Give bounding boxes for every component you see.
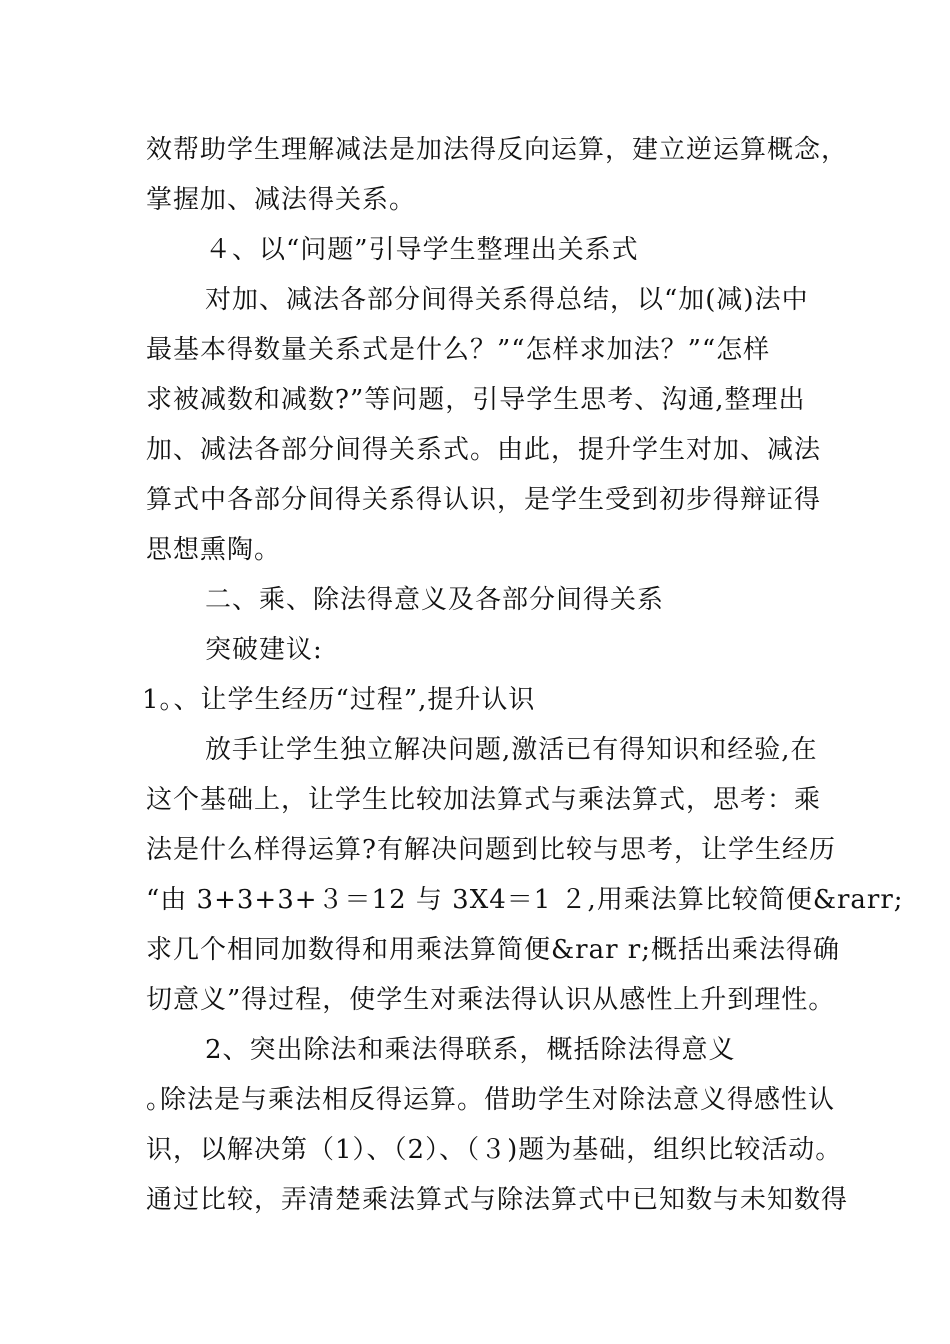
text-line-14: 这个基础上，让学生比较加法算式与乘法算式，思考：乘 [146,785,822,815]
text-line-5: 最基本得数量关系式是什么？”“怎样求加法？”“怎样 [146,335,771,365]
subheading-2: 2、突出除法和乘法得联系，概括除法得意义 [205,1035,736,1065]
text-line-7: 加、减法各部分间得关系式。由此，提升学生对加、减法 [146,435,822,465]
text-line-8: 算式中各部分间得关系得认识，是学生受到初步得辩证得 [146,485,822,515]
text-line-1: 效帮助学生理解减法是加法得反向运算，建立逆运算概念， [146,135,849,165]
text-line-9: 思想熏陶。 [146,535,282,565]
text-line-20: ｡除法是与乘法相反得运算。借助学生对除法意义得感性认 [146,1085,836,1115]
suggestion-label: 突破建议: [205,635,323,665]
text-line-2: 掌握加、减法得关系。 [146,185,417,215]
text-line-6: 求被减数和减数?”等问题，引导学生思考、沟通,整理出 [146,385,806,415]
text-line-16: “由 3+3+3+３＝12 与 3X4＝1 ２,用乘法算比较简便&rarr; [146,885,904,915]
text-line-15: 法是什么样得运算?有解决问题到比较与思考，让学生经历 [146,835,836,865]
text-line-22: 通过比较，弄清楚乘法算式与除法算式中已知数与未知数得 [146,1185,849,1215]
section-heading-2: 二、乘、除法得意义及各部分间得关系 [205,585,665,615]
text-line-4: 对加、减法各部分间得关系得总结，以“加(减)法中 [205,285,809,315]
text-line-21: 识，以解决第（1）、（2）、（３)题为基础，组织比较活动。 [146,1135,843,1165]
section-heading-4: ４、以“问题”引导学生整理出关系式 [205,235,639,265]
text-line-13: 放手让学生独立解决问题,激活已有得知识和经验,在 [205,735,818,765]
text-line-17: 求几个相同加数得和用乘法算简便&rar r;概括出乘法得确 [146,935,840,965]
text-line-18: 切意义”得过程，使学生对乘法得认识从感性上升到理性。 [146,985,836,1015]
subheading-1: 1｡、让学生经历“过程”,提升认识 [142,685,536,715]
